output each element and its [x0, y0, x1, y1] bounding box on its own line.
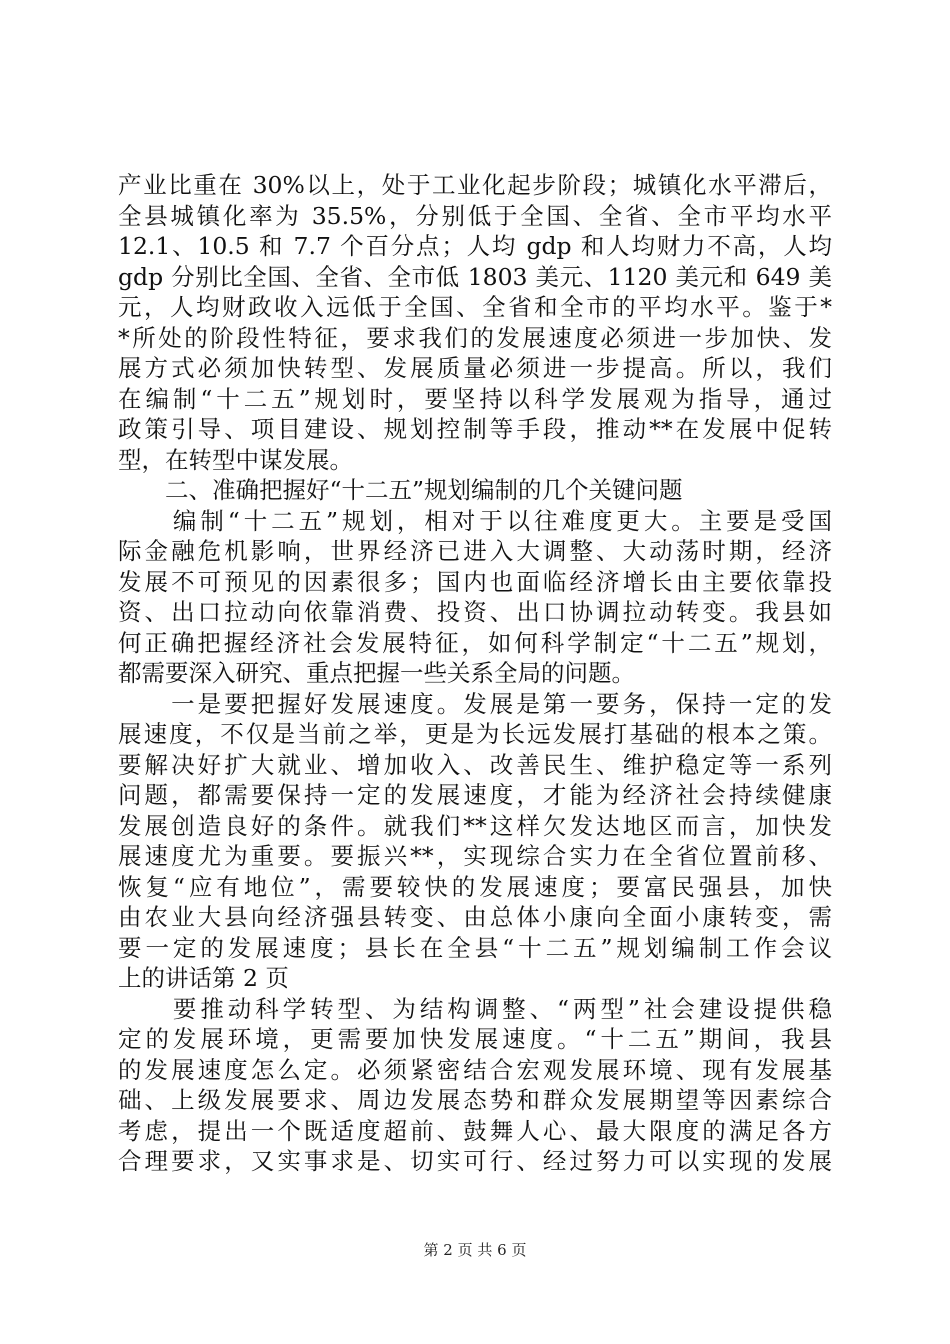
text-line: 型，在转型中谋发展。 — [118, 445, 353, 474]
text-line: 都需要深入研究、重点把握一些关系全局的问题。 — [118, 659, 635, 687]
text-line: 要解决好扩大就业、增加收入、改善民生、维护稳定等一系列 — [118, 750, 832, 779]
body-text — [118, 170, 832, 1177]
text-line: 元，人均财政收入远低于全国、全省和全市的平均水平。鉴于* — [118, 293, 832, 321]
text-line: 恢复“应有地位”，需要较快的发展速度；要富民强县，加快 — [118, 872, 832, 901]
text-line: 问题，都需要保持一定的发展速度，才能为经济社会持续健康 — [118, 781, 832, 809]
text-line: 全县城镇化率为 35.5%，分别低于全国、全省、全市平均水平 — [118, 201, 832, 230]
text-line: 际金融危机影响，世界经济已进入大调整、大动荡时期，经济 — [118, 537, 832, 565]
text-line: 资、出口拉动向依靠消费、投资、出口协调拉动转变。我县如 — [118, 598, 832, 626]
text-line: 发展创造良好的条件。就我们**这样欠发达地区而言，加快发 — [118, 811, 832, 840]
text-line: *所处的阶段性特征，要求我们的发展速度必须进一步加快、发 — [118, 323, 832, 352]
section-heading: 二、准确把握好“十二五”规划编制的几个关键问题 — [118, 476, 683, 504]
text-line: 定的发展环境，更需要加快发展速度。“十二五”期间，我县 — [118, 1025, 832, 1053]
text-line: 展方式必须加快转型、发展质量必须进一步提高。所以，我们 — [118, 354, 832, 382]
text-line: 上的讲话第 2 页 — [118, 964, 289, 992]
text-line: 政策引导、项目建设、规划控制等手段，推动**在发展中促转 — [118, 415, 832, 443]
text-line: 展速度，不仅是当前之举，更是为长远发展打基础的根本之策。 — [118, 720, 832, 748]
text-line: 编制“十二五”规划，相对于以往难度更大。主要是受国 — [118, 506, 832, 535]
text-line: 由农业大县向经济强县转变、由总体小康向全面小康转变，需 — [118, 903, 832, 931]
text-line: gdp 分别比全国、全省、全市低 1803 美元、1120 美元和 649 美 — [118, 262, 832, 291]
text-line: 要一定的发展速度；县长在全县“十二五”规划编制工作会议 — [118, 933, 832, 962]
text-line: 12.1、10.5 和 7.7 个百分点；人均 gdp 和人均财力不高，人均 — [118, 232, 832, 260]
text-line: 一是要把握好发展速度。发展是第一要务，保持一定的发 — [118, 689, 832, 718]
text-line: 何正确把握经济社会发展特征，如何科学制定“十二五”规划， — [118, 628, 832, 657]
text-line: 合理要求，又实事求是、切实可行、经过努力可以实现的发展 — [118, 1147, 832, 1175]
text-line: 展速度尤为重要。要振兴**，实现综合实力在全省位置前移、 — [118, 842, 832, 870]
text-line: 础、上级发展要求、周边发展态势和群众发展期望等因素综合 — [118, 1086, 832, 1114]
text-line: 在编制“十二五”规划时，要坚持以科学发展观为指导，通过 — [118, 384, 832, 413]
text-line: 的发展速度怎么定。必须紧密结合宏观发展环境、现有发展基 — [118, 1055, 832, 1084]
text-line: 产业比重在 30%以上，处于工业化起步阶段；城镇化水平滞后， — [118, 171, 832, 199]
text-line: 发展不可预见的因素很多；国内也面临经济增长由主要依靠投 — [118, 567, 832, 596]
text-line: 要推动科学转型、为结构调整、“两型”社会建设提供稳 — [118, 994, 832, 1023]
text-line: 考虑，提出一个既适度超前、鼓舞人心、最大限度的满足各方 — [118, 1116, 832, 1145]
page-footer: 第 2 页 共 6 页 — [423, 1241, 527, 1259]
